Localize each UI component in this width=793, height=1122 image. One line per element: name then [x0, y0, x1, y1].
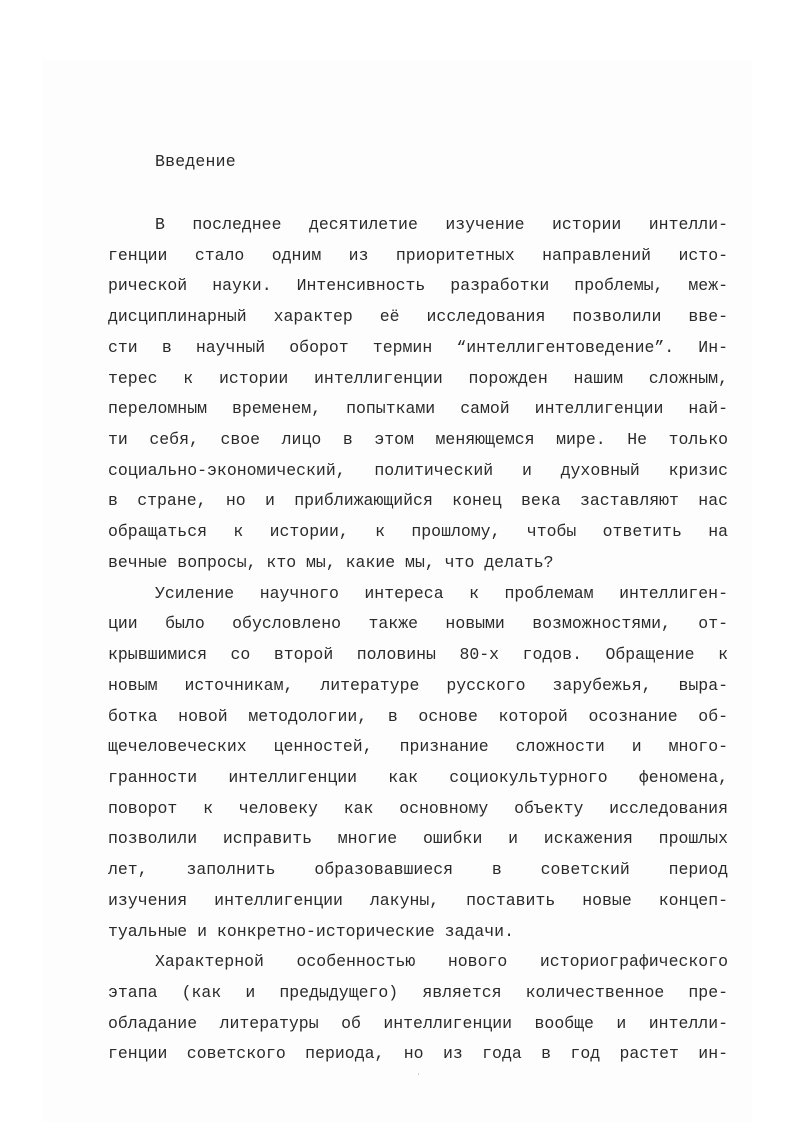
text-line: сти в научный оборот термин “интеллигентоведение”. Ин- — [108, 337, 728, 357]
paragraph-2 — [108, 579, 728, 948]
text-line: дисциплинарный характер её исследования позволили вве- — [108, 307, 728, 327]
text-line: социально-экономический, политический и духовный кризис — [108, 460, 728, 480]
text-line: Усиление научного интереса к проблемам интеллиген- — [155, 583, 728, 603]
text-line: крывшимися со второй половины 80-х годов. Обращение к — [108, 645, 728, 665]
text-line: В последнее десятилетие изучение истории интелли- — [155, 215, 728, 234]
paragraph-3 — [108, 947, 728, 1070]
text-line: этапа (как и предыдущего) является количественное пре- — [108, 982, 728, 1002]
text-line: обладание литературы об интеллигенции вообще и интелли- — [108, 1013, 728, 1033]
text-line: Характерной особенностью нового историографического — [155, 952, 728, 972]
text-line: рической науки. Интенсивность разработки проблемы, меж- — [108, 276, 728, 296]
text-line: в стране, но и приближающийся конец века заставляют нас — [108, 491, 728, 511]
text-line: генции стало одним из приоритетных направлений исто- — [108, 245, 728, 265]
text-line: изучения интеллигенции лакуны, поставить новые концеп- — [108, 890, 728, 910]
text-line: ции было обусловлено также новыми возможностями, от- — [108, 614, 728, 634]
text-line: терес к истории интеллигенции порожден нашим сложным, — [108, 368, 728, 388]
text-line: гранности интеллигенции как социокультурного феномена, — [108, 767, 728, 787]
text-line: ти себя, свое лицо в этом меняющемся мире. Не только — [108, 430, 728, 450]
text-line: туальные и конкретно-исторические задачи. — [108, 921, 514, 941]
text-line: переломным временем, попытками самой интеллигенции най- — [108, 399, 728, 419]
text-line: щечеловеческих ценностей, признание сложности и много- — [108, 737, 728, 757]
scan-speck — [418, 1073, 419, 1075]
text-line: лет, заполнить образовавшиеся в советский период — [108, 860, 728, 880]
document-body — [108, 210, 728, 1070]
text-line: обращаться к истории, к прошлому, чтобы ответить на — [108, 522, 728, 542]
text-line: позволили исправить многие ошибки и искажения прошлых — [108, 829, 728, 849]
section-heading: Введение — [155, 152, 236, 171]
text-line: вечные вопросы, кто мы, какие мы, что делать? — [108, 552, 554, 572]
text-line: поворот к человеку как основному объекту исследования — [108, 798, 728, 818]
text-line: ботка новой методологии, в основе которой осознание об- — [108, 706, 728, 726]
text-line: новым источникам, литературе русского зарубежья, выра- — [108, 675, 728, 695]
text-line: генции советского периода, но из года в год растет ин- — [108, 1044, 728, 1064]
paragraph-1 — [108, 210, 728, 579]
